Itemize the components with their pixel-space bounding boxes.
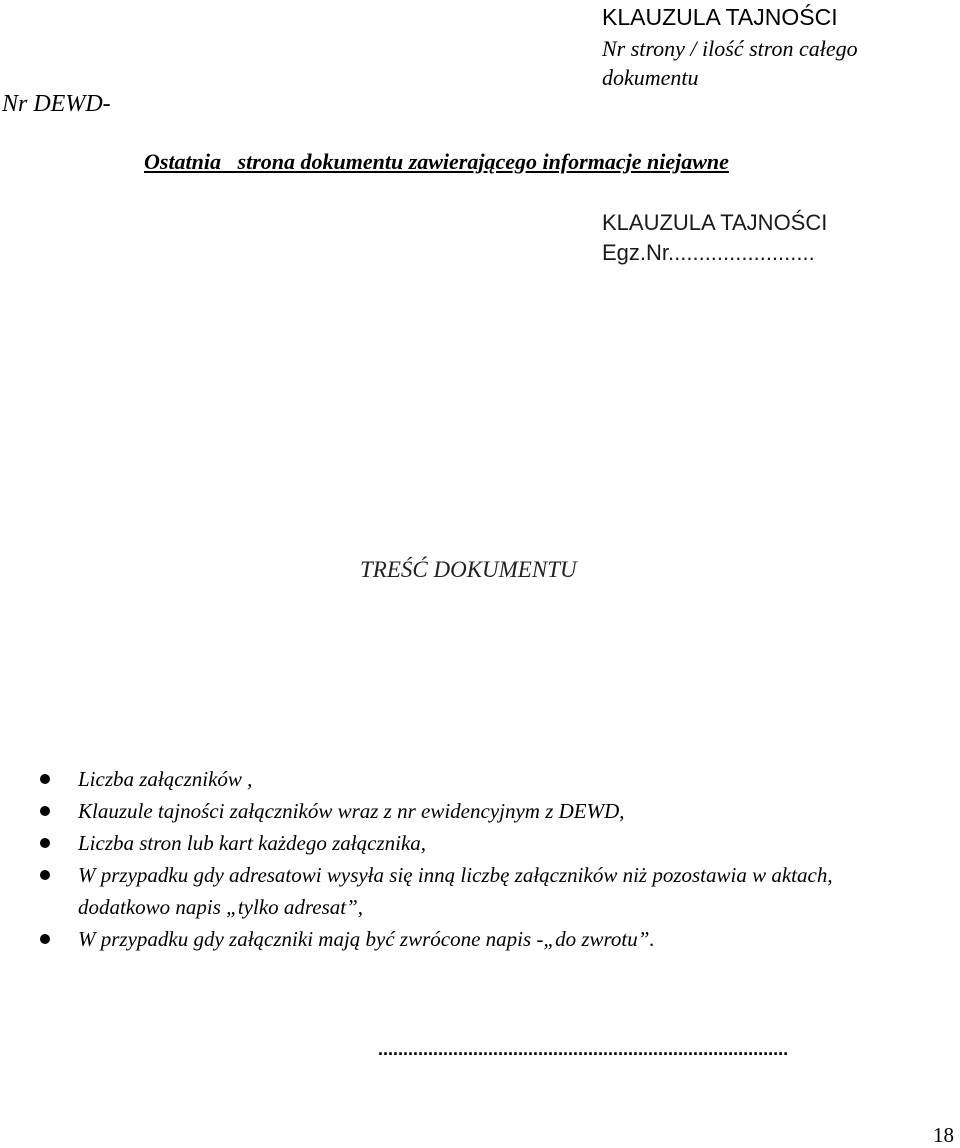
header-dewd-number: Nr DEWD- — [2, 91, 111, 117]
signature-line: .................................................................................. — [378, 1039, 789, 1059]
list-item-text: W przypadku gdy załączniki mają być zwrócone napis -„do zwrotu”. — [78, 927, 655, 951]
list-item-text: Liczba stron lub kart każdego załącznika, — [78, 831, 427, 855]
bullet-icon — [40, 870, 50, 880]
list-item — [0, 859, 960, 923]
document-body-placeholder: TREŚĆ DOKUMENTU — [360, 557, 577, 582]
page-number: 18 — [933, 1123, 954, 1147]
list-item — [0, 827, 960, 859]
list-item — [0, 795, 960, 827]
list-item — [0, 923, 960, 955]
header-page-count-label: Nr strony / ilość stron całego dokumentu — [602, 36, 858, 90]
bullet-icon — [40, 774, 50, 784]
copy-classification: KLAUZULA TAJNOŚCI — [602, 210, 828, 235]
bullet-icon — [40, 838, 50, 848]
copy-number: Egz.Nr........................ — [602, 240, 815, 265]
bullet-icon — [40, 934, 50, 944]
list-item — [0, 763, 960, 795]
requirements-list — [0, 763, 960, 955]
list-item-text: W przypadku gdy adresatowi wysyła się inną liczbę załączników niż pozostawia w aktach, dodatkowo napis „tylko adresat”, — [78, 863, 833, 919]
page-title: Ostatnia strona dokumentu zawierającego informacje niejawne — [144, 149, 729, 174]
list-item-text: Klauzule tajności załączników wraz z nr ewidencyjnym z DEWD, — [78, 799, 625, 823]
header-classification: KLAUZULA TAJNOŚCI — [602, 4, 838, 30]
list-item-text: Liczba załączników , — [78, 767, 253, 791]
bullet-icon — [40, 806, 50, 816]
